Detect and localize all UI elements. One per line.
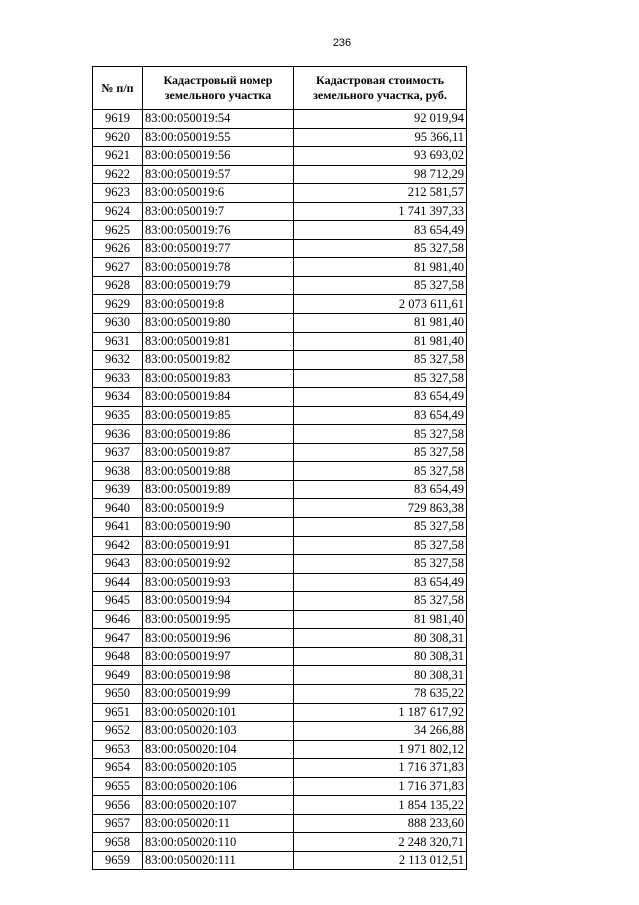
- table-row: [93, 443, 467, 462]
- cadastral-cost: 85 327,58: [294, 425, 467, 444]
- cadastral-number: 83:00:050019:83: [143, 369, 294, 388]
- cadastral-cost: 2 113 012,51: [294, 851, 467, 870]
- table-row: [93, 555, 467, 574]
- table-row: [93, 128, 467, 147]
- cadastral-number: 83:00:050019:99: [143, 684, 294, 703]
- row-number: 9658: [93, 833, 143, 852]
- row-number: 9642: [93, 536, 143, 555]
- table-row: [93, 184, 467, 203]
- cadastral-number: 83:00:050019:56: [143, 147, 294, 166]
- table-row: [93, 666, 467, 685]
- cadastral-cost: 1 854 135,22: [294, 796, 467, 815]
- cadastral-cost: 83 654,49: [294, 573, 467, 592]
- row-number: 9639: [93, 480, 143, 499]
- cadastral-number: 83:00:050020:11: [143, 814, 294, 833]
- row-number: 9648: [93, 647, 143, 666]
- table-row: [93, 147, 467, 166]
- table-row: [93, 592, 467, 611]
- table-row: [93, 536, 467, 555]
- cadastral-number: 83:00:050020:107: [143, 796, 294, 815]
- table-row: [93, 499, 467, 518]
- table-row: [93, 221, 467, 240]
- row-number: 9659: [93, 851, 143, 870]
- cadastral-cost: 85 327,58: [294, 592, 467, 611]
- table-row: [93, 388, 467, 407]
- table-row: [93, 573, 467, 592]
- table-body: [93, 110, 467, 870]
- row-number: 9632: [93, 351, 143, 370]
- cadastral-cost: 85 327,58: [294, 276, 467, 295]
- table-row: [93, 332, 467, 351]
- cadastral-number: 83:00:050019:92: [143, 555, 294, 574]
- row-number: 9646: [93, 610, 143, 629]
- row-number: 9620: [93, 128, 143, 147]
- row-number: 9630: [93, 314, 143, 333]
- table-row: [93, 851, 467, 870]
- table-row: [93, 239, 467, 258]
- table-row: [93, 351, 467, 370]
- table-row: [93, 610, 467, 629]
- cadastral-number: 83:00:050020:105: [143, 759, 294, 778]
- cadastral-cost: 81 981,40: [294, 314, 467, 333]
- cadastral-number: 83:00:050019:55: [143, 128, 294, 147]
- cadastral-cost: 83 654,49: [294, 406, 467, 425]
- row-number: 9627: [93, 258, 143, 277]
- cadastral-cost: 85 327,58: [294, 351, 467, 370]
- cadastral-cost: 2 073 611,61: [294, 295, 467, 314]
- row-number: 9622: [93, 165, 143, 184]
- cadastral-number: 83:00:050019:85: [143, 406, 294, 425]
- cadastral-number: 83:00:050019:84: [143, 388, 294, 407]
- row-number: 9628: [93, 276, 143, 295]
- cadastral-number: 83:00:050019:76: [143, 221, 294, 240]
- table-row: [93, 425, 467, 444]
- header-row: [93, 67, 467, 110]
- cadastral-number: 83:00:050019:80: [143, 314, 294, 333]
- cadastral-number: 83:00:050019:98: [143, 666, 294, 685]
- cadastral-number: 83:00:050019:96: [143, 629, 294, 648]
- table-row: [93, 314, 467, 333]
- cadastral-cost: 80 308,31: [294, 647, 467, 666]
- cadastral-number: 83:00:050019:91: [143, 536, 294, 555]
- cadastral-cost: 93 693,02: [294, 147, 467, 166]
- cadastral-cost: 212 581,57: [294, 184, 467, 203]
- cadastral-number: 83:00:050019:89: [143, 480, 294, 499]
- cadastral-number: 83:00:050019:9: [143, 499, 294, 518]
- header-cadastral-cost: Кадастровая стоимость земельного участка, руб.: [294, 67, 467, 110]
- table-row: [93, 369, 467, 388]
- table-row: [93, 796, 467, 815]
- cadastral-cost: 1 716 371,83: [294, 777, 467, 796]
- cadastral-number: 83:00:050019:54: [143, 110, 294, 129]
- cadastral-cost: 85 327,58: [294, 462, 467, 481]
- cadastral-cost: 1 971 802,12: [294, 740, 467, 759]
- page-number: 236: [332, 37, 352, 49]
- row-number: 9652: [93, 722, 143, 741]
- cadastral-cost: 85 327,58: [294, 369, 467, 388]
- cadastral-cost: 85 327,58: [294, 555, 467, 574]
- row-number: 9657: [93, 814, 143, 833]
- header-row-number: № п/п: [93, 67, 143, 110]
- row-number: 9625: [93, 221, 143, 240]
- table-row: [93, 703, 467, 722]
- cadastral-number: 83:00:050020:101: [143, 703, 294, 722]
- cadastral-number: 83:00:050019:77: [143, 239, 294, 258]
- cadastral-number: 83:00:050019:82: [143, 351, 294, 370]
- cadastral-cost: 80 308,31: [294, 629, 467, 648]
- row-number: 9640: [93, 499, 143, 518]
- row-number: 9641: [93, 518, 143, 537]
- table-row: [93, 833, 467, 852]
- row-number: 9636: [93, 425, 143, 444]
- cadastral-number: 83:00:050019:90: [143, 518, 294, 537]
- row-number: 9635: [93, 406, 143, 425]
- cadastral-cost: 80 308,31: [294, 666, 467, 685]
- cadastral-cost: 888 233,60: [294, 814, 467, 833]
- cadastral-cost: 83 654,49: [294, 221, 467, 240]
- cadastral-cost: 2 248 320,71: [294, 833, 467, 852]
- cadastral-number: 83:00:050019:88: [143, 462, 294, 481]
- table-row: [93, 759, 467, 778]
- table-row: [93, 647, 467, 666]
- cadastral-number: 83:00:050020:104: [143, 740, 294, 759]
- row-number: 9653: [93, 740, 143, 759]
- cadastral-cost: 95 366,11: [294, 128, 467, 147]
- row-number: 9623: [93, 184, 143, 203]
- table-row: [93, 110, 467, 129]
- cadastral-cost: 98 712,29: [294, 165, 467, 184]
- row-number: 9638: [93, 462, 143, 481]
- cadastral-number: 83:00:050019:93: [143, 573, 294, 592]
- cadastral-cost: 729 863,38: [294, 499, 467, 518]
- row-number: 9644: [93, 573, 143, 592]
- cadastral-number: 83:00:050019:87: [143, 443, 294, 462]
- table-row: [93, 165, 467, 184]
- row-number: 9637: [93, 443, 143, 462]
- cadastral-cost: 81 981,40: [294, 610, 467, 629]
- table-row: [93, 740, 467, 759]
- row-number: 9629: [93, 295, 143, 314]
- table-row: [93, 722, 467, 741]
- row-number: 9633: [93, 369, 143, 388]
- cadastral-number: 83:00:050019:94: [143, 592, 294, 611]
- header-cadastral-number: Кадастровый номер земельного участка: [143, 67, 294, 110]
- table-header: [93, 67, 467, 110]
- table-row: [93, 406, 467, 425]
- cadastral-cost: 85 327,58: [294, 518, 467, 537]
- table-row: [93, 462, 467, 481]
- cadastral-cost: 1 716 371,83: [294, 759, 467, 778]
- row-number: 9651: [93, 703, 143, 722]
- cadastral-number: 83:00:050019:78: [143, 258, 294, 277]
- cadastral-number: 83:00:050020:111: [143, 851, 294, 870]
- table-row: [93, 202, 467, 221]
- cadastral-number: 83:00:050020:106: [143, 777, 294, 796]
- cadastral-number: 83:00:050019:86: [143, 425, 294, 444]
- table-row: [93, 276, 467, 295]
- cadastral-number: 83:00:050019:57: [143, 165, 294, 184]
- cadastral-cost: 81 981,40: [294, 258, 467, 277]
- table-row: [93, 629, 467, 648]
- cadastral-number: 83:00:050020:110: [143, 833, 294, 852]
- cadastral-cost: 34 266,88: [294, 722, 467, 741]
- cadastral-cost: 92 019,94: [294, 110, 467, 129]
- cadastral-cost: 1 741 397,33: [294, 202, 467, 221]
- table-row: [93, 518, 467, 537]
- row-number: 9655: [93, 777, 143, 796]
- cadastral-number: 83:00:050019:79: [143, 276, 294, 295]
- cadastral-cost: 85 327,58: [294, 443, 467, 462]
- row-number: 9643: [93, 555, 143, 574]
- cadastral-number: 83:00:050019:81: [143, 332, 294, 351]
- row-number: 9649: [93, 666, 143, 685]
- cadastral-number: 83:00:050019:7: [143, 202, 294, 221]
- cadastral-number: 83:00:050020:103: [143, 722, 294, 741]
- cadastral-number: 83:00:050019:97: [143, 647, 294, 666]
- table-row: [93, 814, 467, 833]
- cadastral-cost: 85 327,58: [294, 239, 467, 258]
- cadastral-cost: 81 981,40: [294, 332, 467, 351]
- cadastral-number: 83:00:050019:6: [143, 184, 294, 203]
- row-number: 9621: [93, 147, 143, 166]
- row-number: 9656: [93, 796, 143, 815]
- row-number: 9645: [93, 592, 143, 611]
- cadastral-number: 83:00:050019:95: [143, 610, 294, 629]
- table-row: [93, 684, 467, 703]
- row-number: 9631: [93, 332, 143, 351]
- row-number: 9647: [93, 629, 143, 648]
- row-number: 9619: [93, 110, 143, 129]
- cadastral-cost: 83 654,49: [294, 388, 467, 407]
- table-row: [93, 295, 467, 314]
- cadastral-value-table: [92, 66, 467, 870]
- table-row: [93, 480, 467, 499]
- table-row: [93, 777, 467, 796]
- cadastral-cost: 83 654,49: [294, 480, 467, 499]
- row-number: 9654: [93, 759, 143, 778]
- cadastral-cost: 78 635,22: [294, 684, 467, 703]
- row-number: 9634: [93, 388, 143, 407]
- cadastral-cost: 85 327,58: [294, 536, 467, 555]
- cadastral-cost: 1 187 617,92: [294, 703, 467, 722]
- row-number: 9650: [93, 684, 143, 703]
- row-number: 9624: [93, 202, 143, 221]
- row-number: 9626: [93, 239, 143, 258]
- table-row: [93, 258, 467, 277]
- cadastral-number: 83:00:050019:8: [143, 295, 294, 314]
